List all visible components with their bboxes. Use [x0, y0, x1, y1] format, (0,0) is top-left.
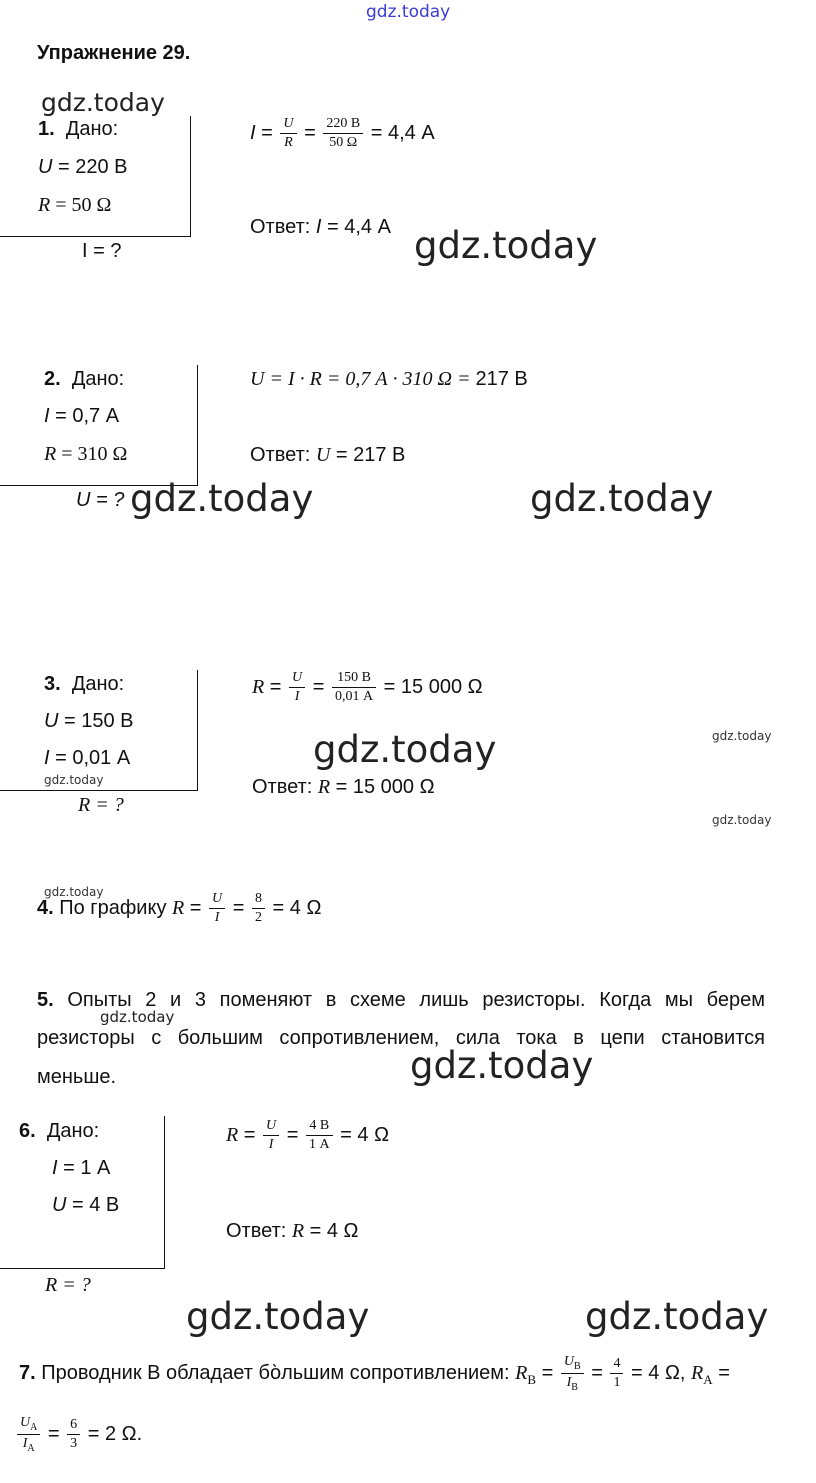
statement: 4. По графику R = $\frac{U}{I}$ = $\frac{8}{2}$ = 4 Ω	[37, 891, 322, 926]
given-resistance: R = 310 Ω	[44, 443, 128, 465]
watermark: gdz.today	[130, 477, 314, 520]
given-header: 6. Дано:	[19, 1120, 100, 1142]
given-current: I = 1 А	[52, 1157, 111, 1179]
watermark: gdz.today	[186, 1295, 370, 1338]
paragraph-line-2: резисторы с большим сопротивлением, сила тока в цепи становится	[37, 1027, 765, 1049]
paragraph-line-3: меньше.	[37, 1066, 117, 1088]
formula: U = I · R = 0,7 А · 310 Ω = 217 В	[250, 368, 528, 390]
given-voltage: U = 220 В	[38, 156, 128, 178]
watermark: gdz.today	[530, 477, 714, 520]
page-title: Упражнение 29.	[37, 42, 191, 64]
watermark: gdz.today	[585, 1295, 769, 1338]
find-label: U = ?	[76, 489, 125, 511]
answer: Ответ: R = 4 Ω	[226, 1220, 359, 1242]
given-voltage: U = 4 В	[52, 1194, 120, 1216]
top-watermark: gdz.today	[366, 2, 451, 22]
watermark: gdz.today	[100, 1008, 175, 1026]
paragraph-line-1: 5. Опыты 2 и 3 поменяют в схеме лишь резисторы. Когда мы берем	[37, 989, 765, 1011]
given-divider-vertical	[190, 116, 191, 237]
given-divider-horizontal	[0, 1268, 165, 1269]
given-divider-horizontal	[0, 236, 191, 237]
watermark: gdz.today	[44, 773, 104, 787]
answer: Ответ: R = 15 000 Ω	[252, 776, 435, 798]
formula: R = $\frac{U}{I}$ = $\frac{150 В}{0,01 А}$ = 15 000 Ω	[252, 670, 483, 705]
formula: I = $\frac{U}{R}$ = $\frac{220 В}{50 \Omega}$ = 4,4 А	[250, 116, 435, 151]
answer: Ответ: I = 4,4 А	[250, 216, 391, 238]
given-header	[38, 118, 118, 141]
statement-line-2: $\frac{U_A}{I_A}$ = $\frac{6}{3}$ = 2 Ω.	[15, 1415, 142, 1455]
find-label: R = ?	[78, 794, 124, 816]
find-label: R = ?	[45, 1274, 91, 1296]
watermark: gdz.today	[414, 224, 598, 267]
given-divider-vertical	[197, 365, 198, 486]
watermark: gdz.today	[410, 1044, 594, 1087]
given-header: 3. Дано:	[44, 673, 125, 695]
given-label: Дано:	[65, 118, 119, 140]
given-divider-horizontal	[0, 790, 198, 791]
watermark: gdz.today	[313, 728, 497, 771]
statement-line-1: 7. Проводник В обладает бо̀льшим сопротивлением: $R_B$ = $\frac{U_B}{I_B}$ = $\frac{4}{1}$ = 4 Ω, $R_A$ =	[19, 1354, 730, 1394]
given-current: I = 0,01 А	[44, 747, 131, 769]
given-divider-vertical	[197, 670, 198, 791]
watermark: gdz.today	[712, 813, 772, 827]
watermark: gdz.today	[41, 88, 165, 117]
watermark: gdz.today	[44, 885, 104, 899]
answer: Ответ: U = 217 В	[250, 444, 406, 466]
find-label: I = ?	[82, 240, 122, 262]
given-resistance: R = 50 Ω	[38, 194, 112, 216]
formula: R = $\frac{U}{I}$ = $\frac{4 В}{1 А}$ = 4 Ω	[226, 1118, 390, 1153]
given-voltage: U = 150 В	[44, 710, 134, 732]
problem-number: 1.	[38, 118, 55, 140]
given-current: I = 0,7 А	[44, 405, 120, 427]
given-header: 2. Дано:	[44, 368, 125, 390]
given-divider-vertical	[164, 1116, 165, 1268]
watermark: gdz.today	[712, 729, 772, 743]
